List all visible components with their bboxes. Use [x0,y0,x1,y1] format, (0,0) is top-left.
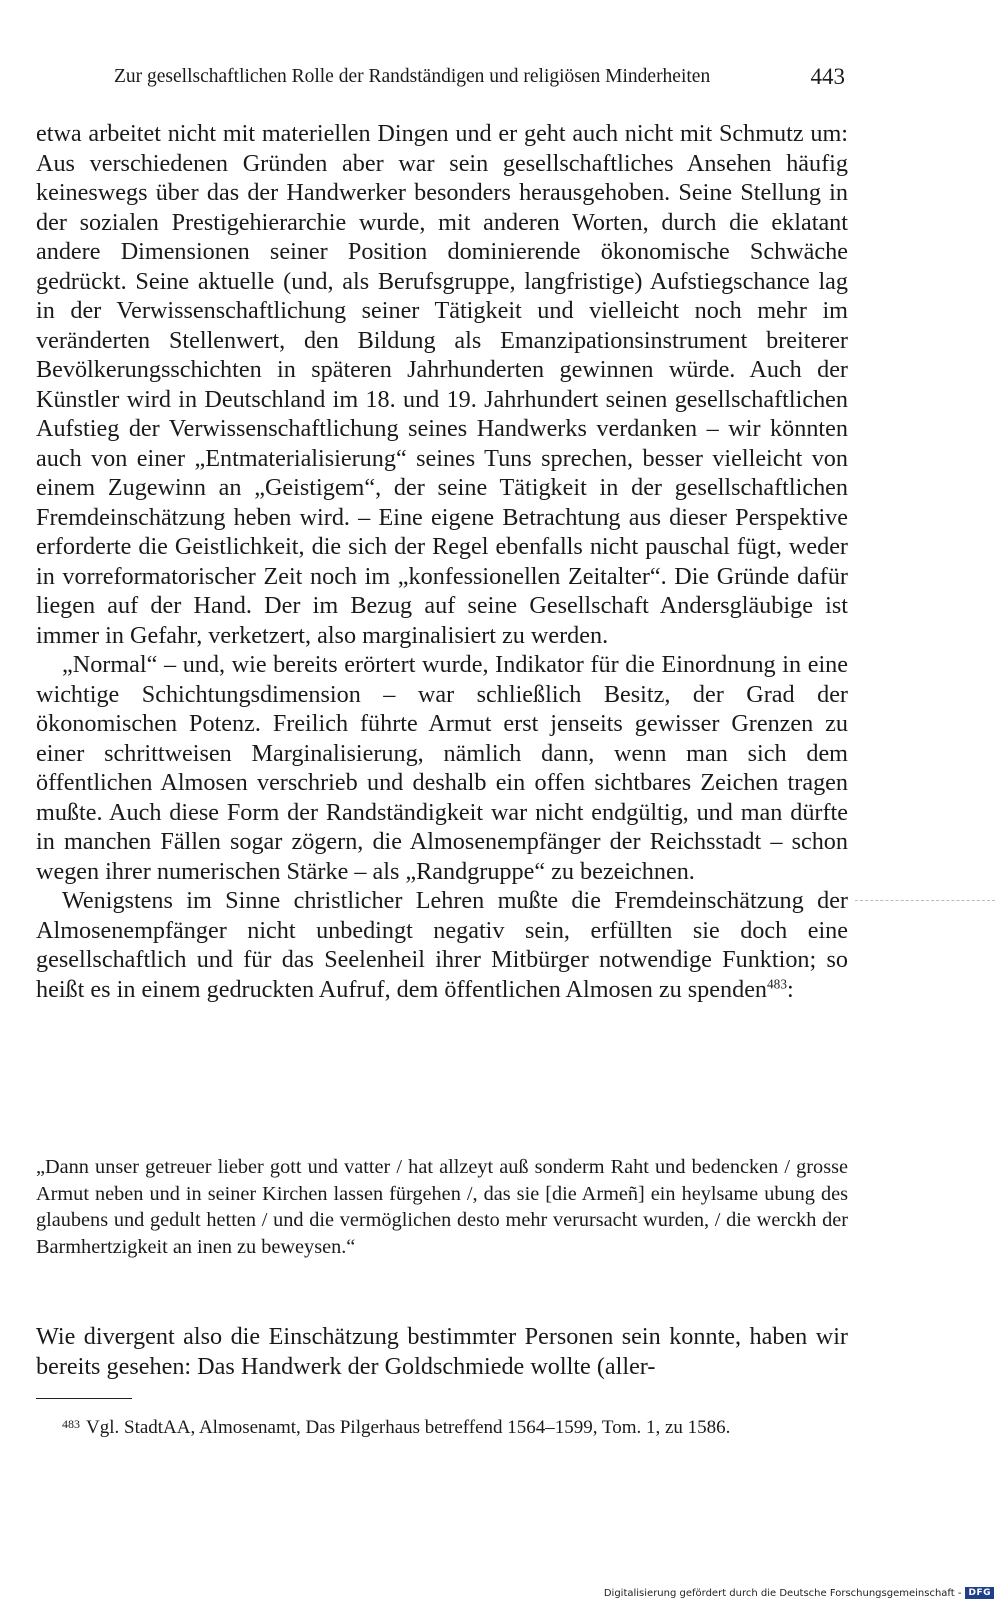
footnote-reference[interactable]: 483 [767,975,787,991]
continued-text [36,1322,848,1382]
paragraph-punctuation: : [786,975,794,1003]
paragraph: „Normal“ – und, wie bereits erörtert wurde, Indikator für die Einordnung in eine wichtige Schichtungsdimension – war schließlich Besitz, der Grad der ökonomischen Potenz. Freilich führte Armut erst jenseits gewisser Grenzen zu einer schrittweisen Marginalisierung, nämlich dann, wenn man sich dem öffentlichen Almosen verschrieb und deshalb ein offen sichtbares Zeichen tragen mußte. Auch diese Form der Randständigkeit war nicht endgültig, und man dürfte in manchen Fällen sogar zögern, die Almosenempfänger der Reichsstadt – schon wegen ihrer numerischen Stärke – als „Randgruppe“ zu bezeichnen. [36,651,848,885]
paragraph: etwa arbeitet nicht mit materiellen Dingen und er geht auch nicht mit Schmutz um: Aus verschiedenen Gründen aber war sein gesellschaftliches Ansehen häufig keineswegs über das der Handwerker besonders herausgehoben. Seine Stellung in der sozialen Prestigehierarchie wurde, mit anderen Worten, durch die eklatant andere Dimensionen seiner Position dominierende ökonomische Schwäche gedrückt. Seine aktuelle (und, als Berufsgruppe, langfristige) Aufstiegschance lag in der Verwissenschaftlichung seiner Tätigkeit und vielleicht noch mehr im veränderten Stellenwert, den Bildung als Emanzipationsinstrument breiterer Bevölkerungsschichten in späteren Jahrhunderten gewinnen würde. Auch der Künstler wird in Deutschland im 18. und 19. Jahrhundert seinen gesellschaftlichen Aufstieg der Verwissenschaftlichung seines Handwerks verdanken – wir könnten auch von einer „Entmaterialisierung“ seines Tuns sprechen, besser vielleicht von einem Zugewinn an „Geistigem“, der seine Tätigkeit in der gesellschaftlichen Fremdeinschätzung heben wird. – Eine eigene Betrachtung aus dieser Perspektive erforderte die Geistlichkeit, die sich der Regel ebenfalls nicht pauschal fügt, weder in vorreformatorischer Zeit noch im „konfessionellen Zeitalter“. Die Gründe dafür liegen auf der Hand. Der im Bezug auf seine Gesellschaft Andersgläubige ist immer in Gefahr, verketzert, also marginalisiert zu werden. [36,120,848,649]
main-text [36,119,848,1004]
paragraph-text: Wenigstens im Sinne christlicher Lehren mußte die Fremdeinschätzung der Almosenempfänger nicht unbedingt negativ sein, erfüllten sie doch eine gesellschaftlich und für das Seelenheil ihrer Mitbürger notwendige Funktion; so heißt es in einem gedruckten Aufruf, dem öffentlichen Almosen zu spenden [36,887,848,1003]
quote-text: „Dann unser getreuer lieber gott und vatter / hat allzeyt auß sonderm Raht und bedencken / grosse Armut neben und in seiner Kirchen lassen fürgehen /, das sie [die Armeñ] ein heylsame ubung des glaubens und gedult hetten / und die vermöglichen desto mehr verursacht wurden, / die werckh der Barmhertzigkeit an inen zu beweysen.“ [36,1156,848,1258]
block-quote [36,1154,848,1260]
running-title: Zur gesellschaftlichen Rolle der Randständigen und religiösen Minderheiten [114,66,711,87]
dfg-logo: DFG [965,1587,994,1599]
page-number: 443 [810,64,845,89]
paragraph: Wie divergent also die Einschätzung bestimmter Personen sein konnte, haben wir bereits gesehen: Das Handwerk der Goldschmiede wollte (aller- [36,1323,848,1380]
footnote [62,1411,862,1441]
paragraph [36,886,848,1004]
footnote-text: Vgl. StadtAA, Almosenamt, Das Pilgerhaus betreffend 1564–1599, Tom. 1, zu 1586. [86,1417,731,1438]
footnote-rule [36,1398,132,1399]
footnote-number: 483 [62,1417,80,1431]
credit-text: Digitalisierung gefördert durch die Deutsche Forschungsgemeinschaft - [603,1587,962,1599]
scan-edge-mark [855,900,995,901]
digitization-credit [604,1585,994,1601]
